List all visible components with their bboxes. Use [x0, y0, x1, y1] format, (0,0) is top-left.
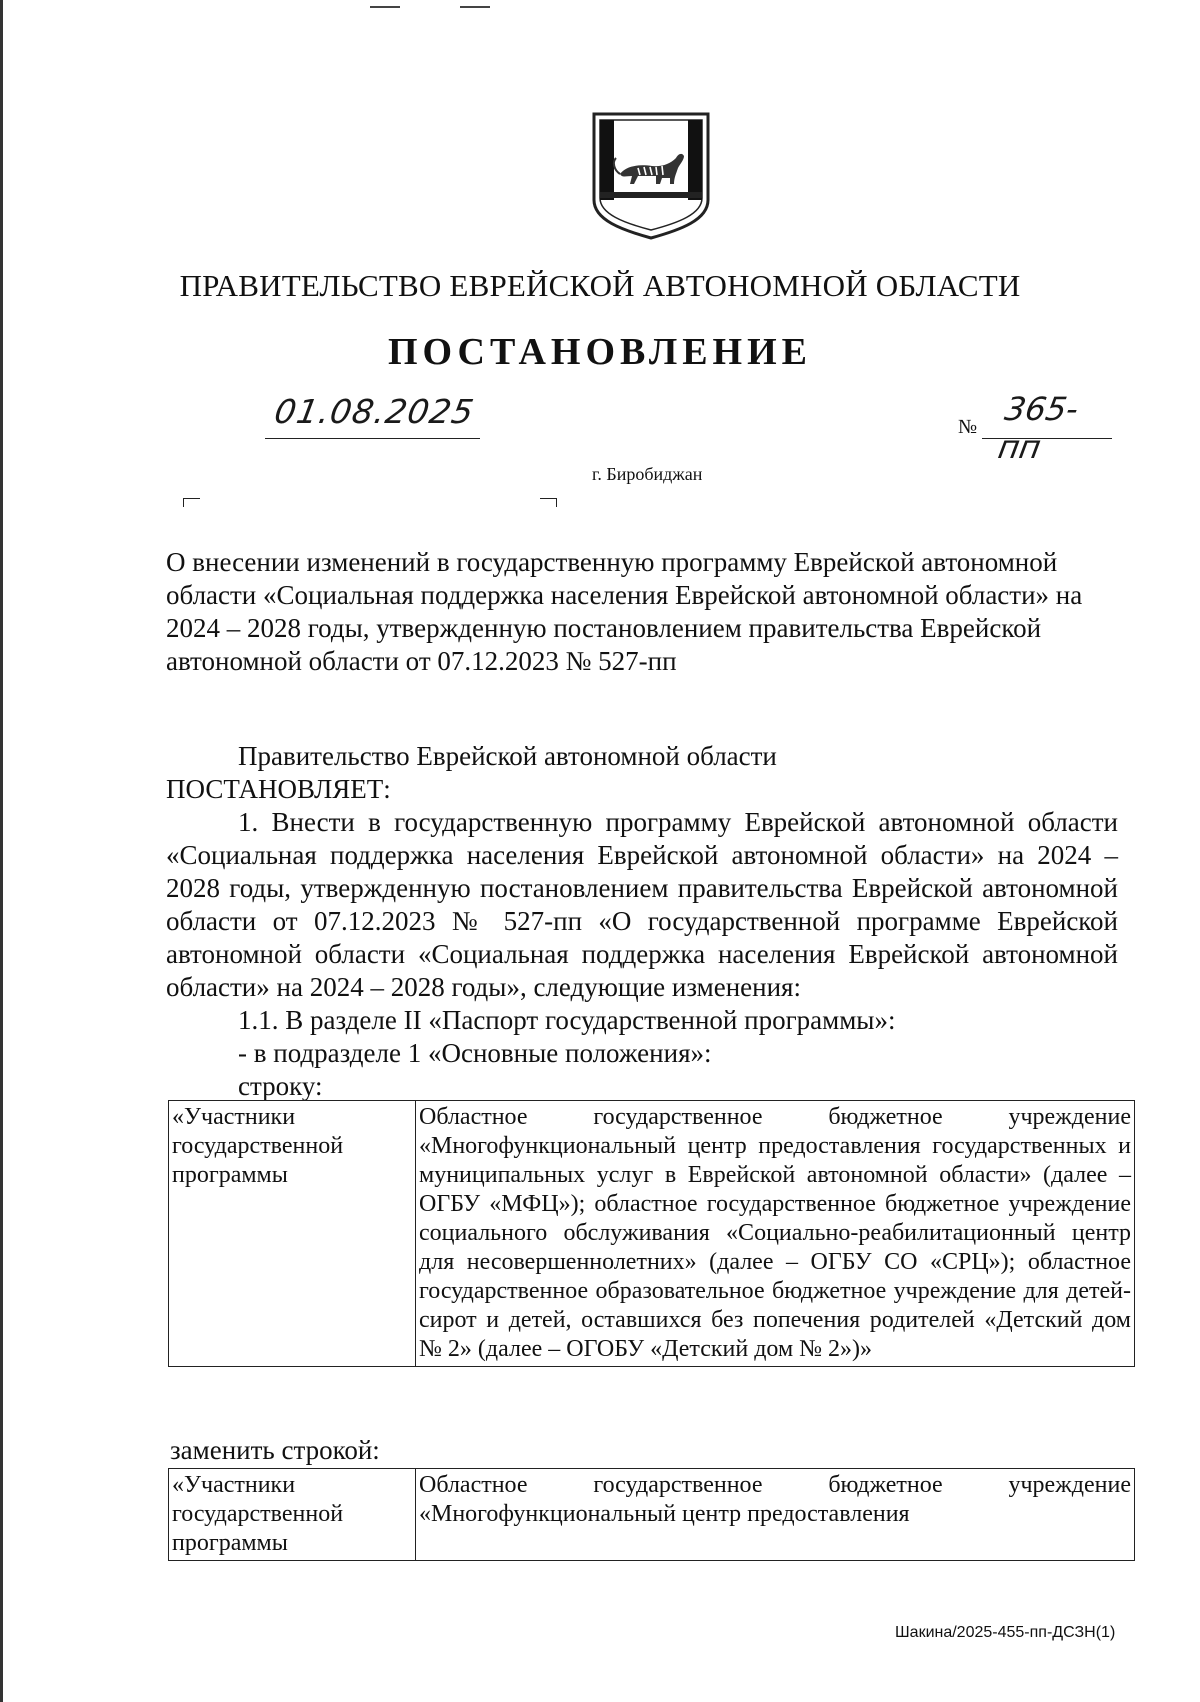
table-cell-label: «Участники государственной программы — [169, 1101, 416, 1367]
body-paragraph-1: 1. Внести в государственную программу Еврейской автономной области «Социальная поддержка населения Еврейской автономной области» на 2024 – 2028 годы, утвержденную постановлением правительства Еврейской автономной области от 07.12.2023 № 527-пп «О государственной программе Еврейской автономной области «Социальная поддержка населения Еврейской автономной области» на 2024 – 2028 годы», следующие изменения: — [166, 807, 1118, 1002]
replace-label: заменить строкой: — [170, 1435, 380, 1465]
body-government: Правительство Еврейской автономной области — [238, 741, 777, 771]
table-row — [169, 1101, 1135, 1367]
table-old-row — [168, 1100, 1135, 1367]
handwritten-date: 01.08.2025 — [271, 392, 478, 431]
scan-mark — [370, 6, 400, 8]
scan-edge-left — [0, 0, 3, 1702]
body-paragraph-subsection: - в подразделе 1 «Основные положения»: — [238, 1038, 712, 1068]
number-field — [982, 390, 1112, 466]
coat-of-arms-emblem — [590, 110, 712, 242]
date-field — [265, 392, 480, 439]
document-body — [166, 740, 1118, 1103]
body-resolves: ПОСТАНОВЛЯЕТ: — [166, 774, 391, 804]
document-heading: О внесении изменений в государственную программу Еврейской автономной области «Социальная поддержка населения Еврейской автономной области» на 2024 – 2028 годы, утвержденную постановлением правительства Еврейской автономной области от 07.12.2023 № 527-пп — [166, 547, 1083, 676]
document-type-title: ПОСТАНОВЛЕНИЕ — [387, 331, 813, 373]
city-name: г. Биробиджан — [592, 464, 703, 484]
body-paragraph-row: строку: — [238, 1071, 323, 1101]
table-cell-value: Областное государственное бюджетное учреждение «Многофункциональный центр предоставления — [416, 1469, 1135, 1561]
table-row — [169, 1469, 1135, 1561]
table-cell-value: Областное государственное бюджетное учреждение «Многофункциональный центр предоставления государственных и муниципальных услуг в Еврейской автономной области» (далее – ОГБУ «МФЦ»); областное государственное бюджетное учреждение социального обслуживания «Социально-реабилитационный центр для несовершеннолетних» (далее – ОГБУ СО «СРЦ»); областное государственное образовательное бюджетное учреждение для детей-сирот и детей, оставшихся без попечения родителей «Детский дом № 2» (далее – ОГОБУ «Детский дом № 2»)» — [416, 1101, 1135, 1367]
corner-mark-left — [183, 498, 200, 507]
government-title: ПРАВИТЕЛЬСТВО ЕВРЕЙСКОЙ АВТОНОМНОЙ ОБЛАСТИ — [179, 268, 1021, 303]
body-paragraph-1-1: 1.1. В разделе II «Паспорт государственной программы»: — [238, 1005, 896, 1035]
table-new-row — [168, 1468, 1135, 1561]
number-label: № — [958, 416, 978, 438]
footer-document-code: Шакина/2025-455-пп-ДСЗН(1) — [895, 1624, 1116, 1641]
corner-mark-right — [540, 498, 557, 507]
table-cell-label: «Участники государственной программы — [169, 1469, 416, 1561]
handwritten-number: 365-пп — [995, 390, 1082, 466]
scan-mark — [460, 6, 490, 8]
